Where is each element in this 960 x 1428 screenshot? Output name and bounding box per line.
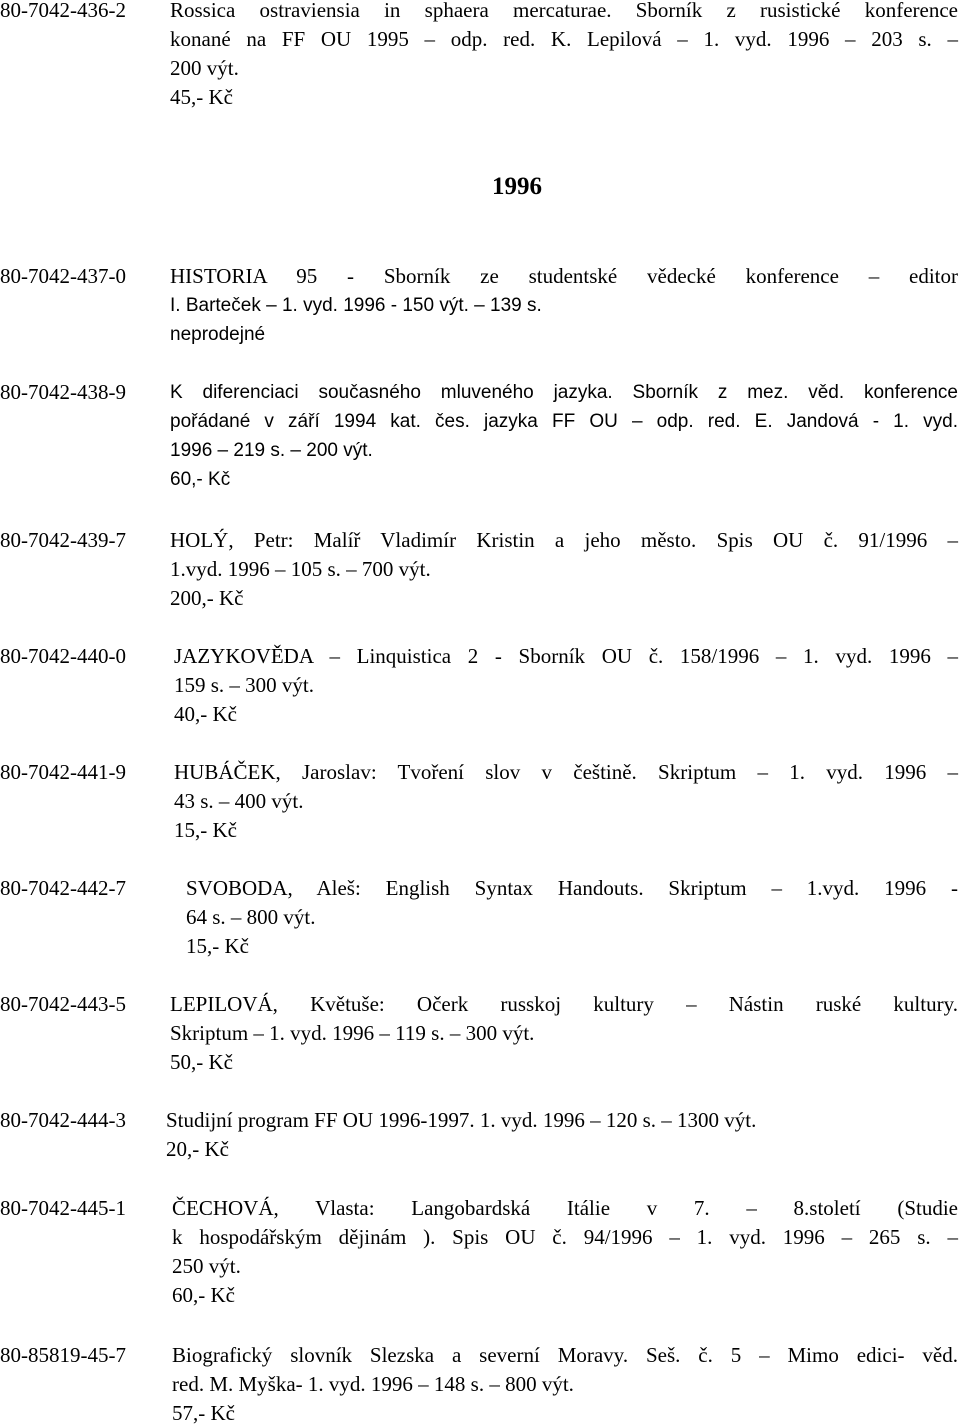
isbn: 80-7042-443-5 (0, 992, 126, 1016)
description-line: 1.vyd. 1996 – 105 s. – 700 výt. (170, 557, 431, 581)
description-line: 1996 – 219 s. – 200 výt. (170, 440, 373, 461)
description-line: konané na FF OU 1995 – odp. red. K. Lepilová – 1. vyd. 1996 – 203 s. – (170, 27, 958, 51)
entry-description (170, 990, 958, 1077)
description-line: ČECHOVÁ, Vlasta: Langobardská Itálie v 7. – 8.století (Studie (172, 1196, 958, 1220)
price: 60,- Kč (172, 1283, 235, 1307)
isbn: 80-7042-440-0 (0, 644, 126, 668)
entry-description (172, 1194, 958, 1310)
price: 15,- Kč (186, 934, 249, 958)
price: 45,- Kč (170, 85, 233, 109)
description-line: K diferenciaci současného mluveného jazyka. Sborník z mez. věd. konference (170, 382, 958, 403)
isbn: 80-7042-442-7 (0, 876, 126, 900)
entry-description (174, 642, 958, 729)
description-line: 64 s. – 800 výt. (186, 905, 316, 929)
isbn: 80-7042-437-0 (0, 264, 126, 288)
description-line: I. Bartеček – 1. vyd. 1996 - 150 výt. – 139 s. (170, 295, 542, 316)
description-line: Rossica ostraviensia in sphaera mercaturae. Sborník z rusistické konference (170, 0, 958, 22)
entry-description (170, 526, 958, 613)
description-line: HISTORIA 95 - Sborník ze studentské vědecké konference – editor (170, 264, 958, 288)
description-line: 200 výt. (170, 56, 239, 80)
isbn: 80-7042-438-9 (0, 380, 126, 404)
entry-description (170, 262, 958, 349)
price: 15,- Kč (174, 818, 237, 842)
entry-description (186, 874, 958, 961)
description-line: 159 s. – 300 výt. (174, 673, 315, 697)
price: 20,- Kč (166, 1137, 229, 1161)
year-heading: 1996 (492, 173, 542, 200)
price: 57,- Kč (172, 1401, 235, 1425)
isbn: 80-7042-439-7 (0, 528, 126, 552)
isbn: 80-7042-445-1 (0, 1196, 126, 1220)
description-line: Studijní program FF OU 1996-1997. 1. vyd. 1996 – 120 s. – 1300 výt. (166, 1108, 757, 1132)
isbn: 80-85819-45-7 (0, 1343, 126, 1367)
isbn: 80-7042-441-9 (0, 760, 126, 784)
description-line: LEPILOVÁ, Květuše: Očerk russkoj kultury – Nástin ruské kultury. (170, 992, 958, 1016)
price: 200,- Kč (170, 586, 244, 610)
price: 60,- Kč (170, 469, 231, 490)
entry-description (172, 1341, 958, 1428)
description-line: 250 výt. (172, 1254, 241, 1278)
entry-description (166, 1106, 958, 1164)
description-line: SVOBODA, Aleš: English Syntax Handouts. Skriptum – 1.vyd. 1996 - (186, 876, 958, 900)
entry-description (174, 758, 958, 845)
entry-description (170, 0, 958, 112)
isbn: 80-7042-436-2 (0, 0, 126, 22)
price: neprodejné (170, 324, 266, 345)
description-line: Biografický slovník Slezska a severní Moravy. Seš. č. 5 – Mimo edici- věd. (172, 1343, 958, 1367)
description-line: k hospodářským dějinám ). Spis OU č. 94/1996 – 1. vyd. 1996 – 265 s. – (172, 1225, 958, 1249)
description-line: Skriptum – 1. vyd. 1996 – 119 s. – 300 výt. (170, 1021, 535, 1045)
description-line: pořádané v září 1994 kat. čes. jazyka FF OU – odp. red. E. Jandová - 1. vyd. (170, 411, 958, 432)
description-line: JAZYKOVĚDA – Linquistica 2 - Sborník OU č. 158/1996 – 1. vyd. 1996 – (174, 644, 958, 668)
description-line: HOLÝ, Petr: Malíř Vladimír Kristin a jeho město. Spis OU č. 91/1996 – (170, 528, 958, 552)
description-line: HUBÁČEK, Jaroslav: Tvoření slov v češtině. Skriptum – 1. vyd. 1996 – (174, 760, 958, 784)
isbn: 80-7042-444-3 (0, 1108, 126, 1132)
description-line: 43 s. – 400 výt. (174, 789, 304, 813)
price: 50,- Kč (170, 1050, 233, 1074)
entry-description (170, 378, 958, 494)
price: 40,- Kč (174, 702, 237, 726)
description-line: red. M. Myška- 1. vyd. 1996 – 148 s. – 800 výt. (172, 1372, 574, 1396)
